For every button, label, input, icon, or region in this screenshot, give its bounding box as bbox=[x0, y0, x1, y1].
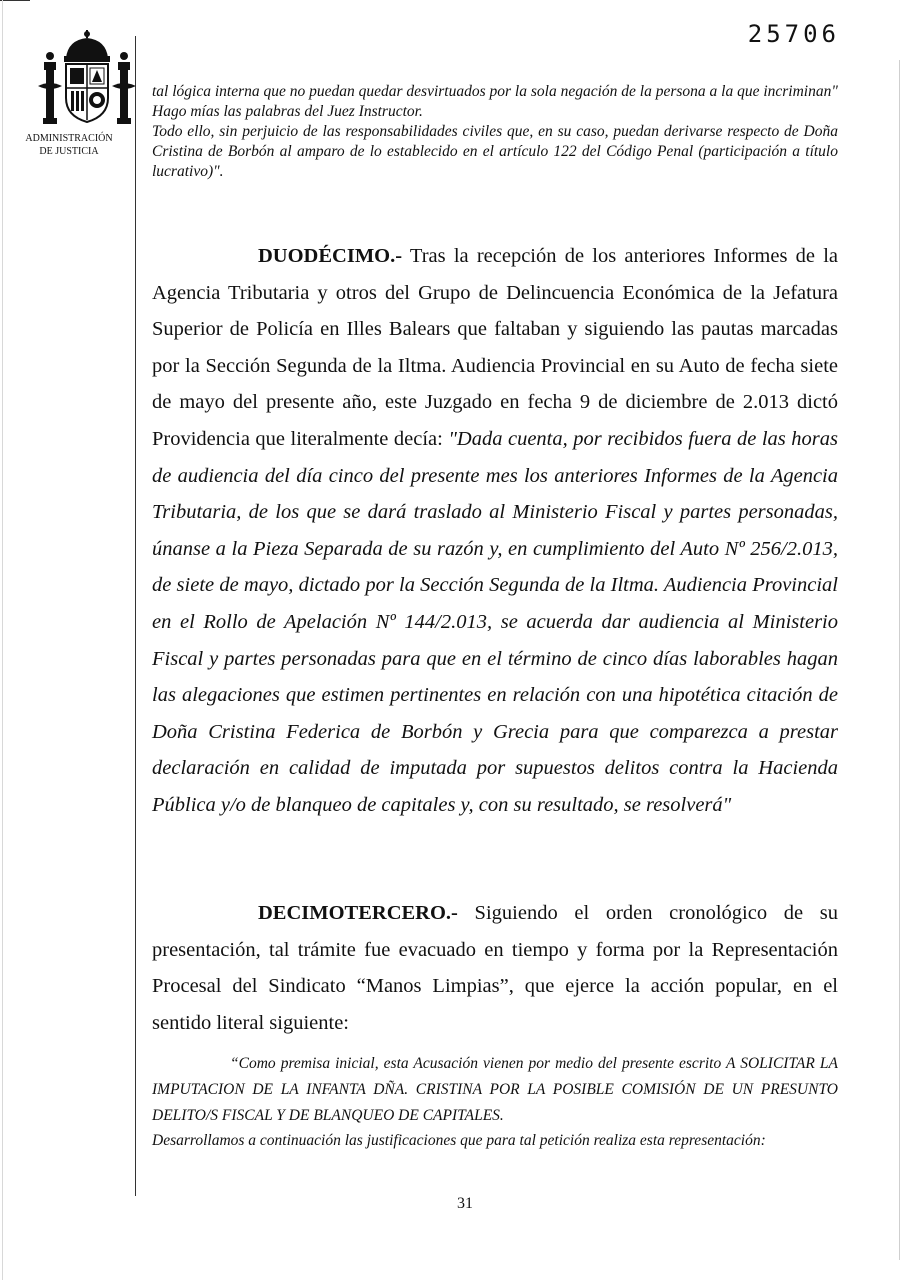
institution-line-1: ADMINISTRACIÓN bbox=[25, 133, 113, 144]
left-scan-edge bbox=[2, 0, 3, 1280]
section-decimotercero-intro: Siguiendo el orden cronológico de su presentación, tal trámite fue evacuado en tiempo y forma por la Representación Procesal del Sindicato “Manos Limpias”, que ejerce la acción popular, en el sentido literal siguiente: bbox=[152, 902, 838, 1034]
manos-limpias-quote-lead: “Como premisa inicial, esta Acusación vienen por medio del presente escrito A SOLICITAR LA IMPUTACION DE LA INFANTA DÑA. CRISTINA POR LA POSIBLE COMISIÓN DE UN PRESUNTO DELITO/S FISCAL Y DE BLANQUEO DE CAPITALES. bbox=[152, 1055, 838, 1124]
section-duodecimo-heading: DUODÉCIMO.- bbox=[258, 245, 403, 267]
section-decimotercero-heading: DECIMOTERCERO.- bbox=[258, 902, 458, 924]
section-duodecimo bbox=[152, 238, 838, 824]
institution-label bbox=[4, 132, 134, 158]
section-duodecimo-intro: Tras la recepción de los anteriores Informes de la Agencia Tributaria y otros del Grupo de Delincuencia Económica de la Jefatura Superior de Policía en Illes Balears que faltaban y siguiendo las pautas marcadas por la Sección Segunda de la Iltma. Audiencia Provincial en su Auto de fecha siete de mayo del presente año, este Juzgado en fecha 9 de diciembre de 2.013 dictó Providencia que literalmente decía: bbox=[152, 245, 838, 450]
top-quote-line-2: Hago mías las palabras del Juez Instructor. bbox=[152, 103, 423, 120]
page-number: 31 bbox=[457, 1195, 473, 1212]
manos-limpias-quote-tail: Desarrollamos a continuación las justificaciones que para tal petición realiza esta representación: bbox=[152, 1132, 766, 1149]
coat-of-arms-icon bbox=[36, 28, 138, 132]
section-decimotercero bbox=[152, 895, 838, 1041]
top-left-rule bbox=[0, 0, 30, 1]
section-duodecimo-text bbox=[152, 238, 838, 824]
top-quote-line-1: tal lógica interna que no puedan quedar desvirtuados por la sola negación de la persona a la que incriminan" bbox=[152, 83, 838, 100]
top-quote-line-3: Todo ello, sin perjuicio de las responsabilidades civiles que, en su caso, puedan derivarse respecto de Doña Cristina de Borbón al amparo de lo establecido en el artículo 122 del Código Penal (participación a título lucrativo)". bbox=[152, 123, 838, 180]
manos-limpias-quote bbox=[152, 1051, 838, 1151]
providencia-quote: "Dada cuenta, por recibidos fuera de las horas de audiencia del día cinco del presente mes los anteriores Informes de la Agencia Tributaria, de los que se dará traslado al Ministerio Fiscal y partes personadas, únanse a la Pieza Separada de su razón y, en cumplimiento del Auto Nº 256/2.013, de siete de mayo, dictado por la Sección Segunda de la Iltma. Audiencia Provincial en el Rollo de Apelación Nº 144/2.013, se acuerda dar audiencia al Ministerio Fiscal y partes personadas para que en el término de cinco días laborables hagan las alegaciones que estimen pertinentes en relación con una hipotética citación de Doña Cristina Federica de Borbón y Grecia para que comparezca a prestar declaración en calidad de imputada por supuestos delitos contra la Hacienda Pública y/o de blanqueo de capitales y, con su resultado, se resolverá" bbox=[152, 427, 838, 816]
institution-line-2: DE JUSTICIA bbox=[39, 146, 99, 157]
section-decimotercero-text bbox=[152, 895, 838, 1041]
page-code: 25706 bbox=[747, 20, 840, 48]
top-quote bbox=[152, 82, 838, 182]
margin-vertical-rule bbox=[135, 36, 136, 1196]
right-scan-edge bbox=[899, 60, 900, 1260]
